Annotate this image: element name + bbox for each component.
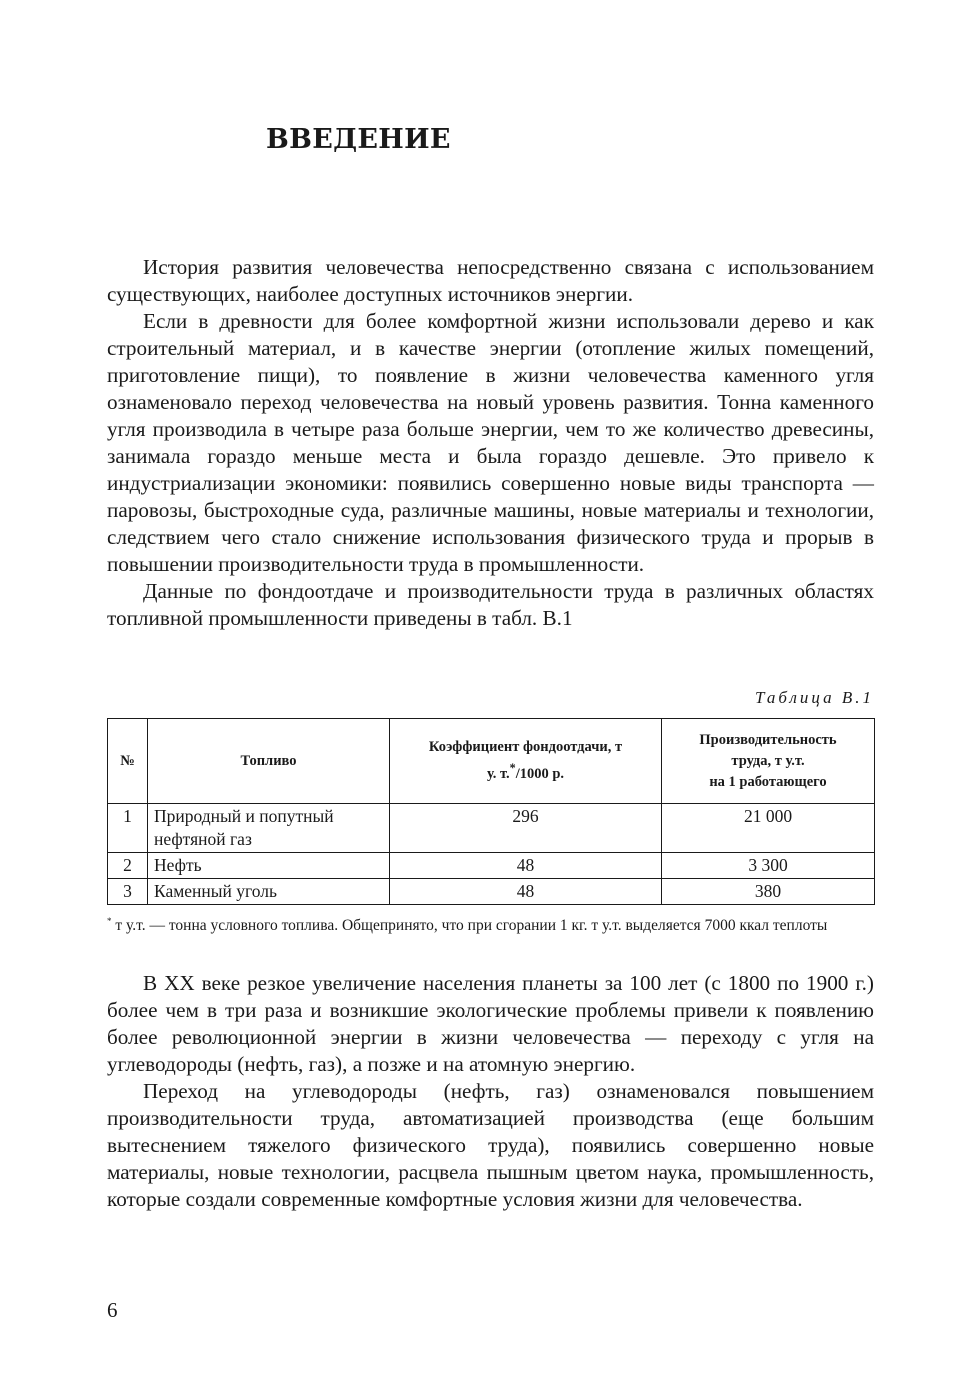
cell-asset-ratio: 296 <box>390 804 662 853</box>
header-fuel: Топливо <box>148 719 390 804</box>
header-labor-productivity <box>662 719 875 804</box>
paragraph: Данные по фондоотдаче и производительности труда в различных областях топливной промышленности приведены в табл. В.1 <box>107 579 874 630</box>
cell-num: 1 <box>108 804 148 853</box>
footnote-mark: * <box>107 916 112 926</box>
header-asset-ratio-line2b: /1000 р. <box>515 765 565 782</box>
continuation-text <box>107 970 874 1213</box>
paragraph: В XX веке резкое увеличение населения планеты за 100 лет (с 1800 по 1900 г.) более чем в три раза и возникшие экологические проблемы привели к появлению более революционной энергии в жизни человечества — переходу с угля на углеводороды (нефть, газ), а позже и на атомную энергию. <box>107 971 874 1076</box>
intro-text <box>107 254 874 632</box>
header-labor-productivity-line2: труда, т у.т. <box>731 752 805 769</box>
header-labor-productivity-line3: на 1 работающего <box>709 773 827 790</box>
cell-num: 2 <box>108 853 148 879</box>
cell-num: 3 <box>108 879 148 905</box>
cell-fuel: Нефть <box>148 853 390 879</box>
header-asset-ratio-line2a: у. т. <box>486 765 510 782</box>
table-footnote <box>107 910 874 937</box>
paragraph: Переход на углеводороды (нефть, газ) ознаменовался повышением производительности труда, автоматизацией производства (еще большим вытеснением тяжелого физического труда), появились совершенно новые материалы, новые технологии, расцвела пышным цветом наука, промышленность, которые создали современные комфортные условия жизни для человечества. <box>107 1079 874 1211</box>
footnote-text: т у.т. — тонна условного топлива. Общепринято, что при сгорании 1 кг. т у.т. выделяется 7000 ккал теплоты <box>111 917 828 935</box>
fuel-productivity-table <box>107 718 875 905</box>
header-labor-productivity-line1: Производительность <box>699 731 837 748</box>
table-header-row <box>108 719 875 804</box>
cell-fuel-line2: нефтяной газ <box>154 829 252 849</box>
cell-fuel-line1: Природный и попутный <box>154 806 334 826</box>
cell-labor-productivity: 3 300 <box>662 853 875 879</box>
header-asset-ratio-line1: Коэффициент фондоотдачи, т <box>428 739 623 756</box>
cell-fuel <box>148 804 390 853</box>
cell-asset-ratio: 48 <box>390 879 662 905</box>
footnote-marker: * <box>509 761 516 776</box>
cell-labor-productivity: 380 <box>662 879 875 905</box>
table-row <box>108 879 875 905</box>
cell-fuel: Каменный уголь <box>148 879 390 905</box>
page-title: ВВЕДЕНИЕ <box>266 124 451 155</box>
paragraph: История развития человечества непосредственно связана с использованием существующих, наиболее доступных источников энергии. <box>107 255 874 306</box>
table-caption: Таблица В.1 <box>755 688 874 707</box>
paragraph: Если в древности для более комфортной жизни использовали дерево и как строительный материал, и в качестве энергии (отопление жилых помещений, приготовление пищи), то появление в жизни человечества каменного угля ознаменовало переход человечества на новый уровень развития. Тонна каменного угля производила в четыре раза больше энергии, чем то же количество древесины, занимала гораздо меньше места и была гораздо дешевле. Это привело к индустриализации экономики: появились совершенно новые виды транспорта — паровозы, быстроходные суда, различные машины, новые материалы и технологии, следствием чего стало снижение использования физического труда и прорыв в повышении производительности труда в промышленности. <box>107 309 874 576</box>
header-asset-ratio <box>390 719 662 804</box>
cell-asset-ratio: 48 <box>390 853 662 879</box>
page-number: 6 <box>107 1298 118 1322</box>
table-row <box>108 853 875 879</box>
header-num: № <box>108 719 148 804</box>
table-row <box>108 804 875 853</box>
cell-labor-productivity: 21 000 <box>662 804 875 853</box>
